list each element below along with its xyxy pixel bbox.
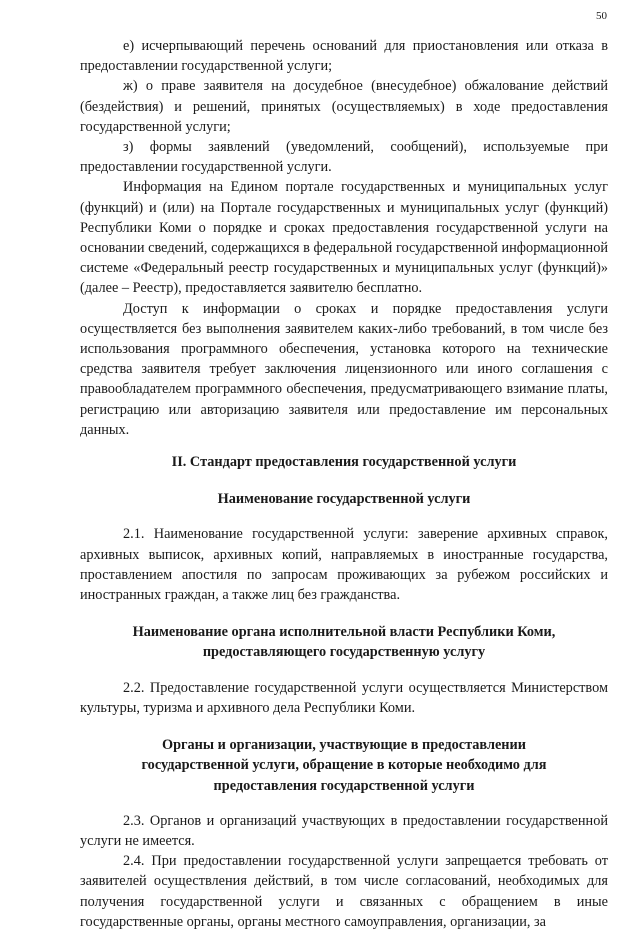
paragraph-2-1: 2.1. Наименование государственной услуги: заверение архивных справок, архивных выписок, архивных копий, направляемых в иностранные государства, проставлением апостиля по запросам проживающих за рубежом российских и иностранных граждан, а также лиц без гражданства. (80, 526, 608, 604)
heading-organs-line: предоставления государственной услуги (213, 777, 475, 794)
paragraph-access-info: Доступ к информации о сроках и порядке предоставления услуги осуществляется без выполнения заявителем каких-либо требований, в том числе без использования программного обеспечения, установка которого на технические средства заявителя требует заключения лицензионного или иного соглашения с правообладателем программного обеспечения, предусматривающего взимание платы, регистрацию или авторизацию заявителя или предоставление им персональных данных. (80, 300, 608, 438)
heading-authority (80, 622, 608, 662)
paragraph-portal-info: Информация на Едином портале государственных и муниципальных услуг (функций) и (или) на Портале государственных и муниципальных услуг (функций) Республики Коми о порядке и сроках предоставления государственной услуги на основании сведений, содержащихся в федеральной государственной информационной системе «Федеральный реестр государственных и муниципальных услуг (функций)» (далее – Реестр), предоставляется заявителю бесплатно. (80, 179, 608, 297)
paragraph-e: е) исчерпывающий перечень оснований для приостановления или отказа в предоставлении государственной услуги; (80, 38, 608, 75)
heading-organs-line: Органы и организации, участвующие в предоставлении (161, 737, 527, 754)
paragraph-2-3: 2.3. Органов и организаций участвующих в предоставлении государственной услуги не имеется. (80, 812, 608, 849)
paragraph-zh: ж) о праве заявителя на досудебное (внесудебное) обжалование действий (бездействия) и решений, принятых (осуществляемых) в ходе предоставления государственной услуги; (80, 78, 608, 135)
heading-authority-line: Наименование органа исполнительной власти Республики Коми, (132, 624, 556, 641)
section-title: II. Стандарт предоставления государственной услуги (171, 454, 517, 471)
heading-organs (80, 735, 608, 796)
heading-authority-line: предоставляющего государственную услугу (202, 644, 486, 661)
page-number: 50 (596, 10, 607, 22)
document-body (80, 36, 608, 932)
paragraph-2-2: 2.2. Предоставление государственной услуги осуществляется Министерством культуры, туризма и архивного дела Республики Коми. (80, 679, 608, 716)
heading-service-name: Наименование государственной услуги (217, 491, 471, 508)
heading-organs-line: государственной услуги, обращение в которые необходимо для (141, 757, 547, 774)
paragraph-z: з) формы заявлений (уведомлений, сообщений), используемые при предоставлении государственной услуги. (80, 139, 608, 176)
paragraph-2-4: 2.4. При предоставлении государственной услуги запрещается требовать от заявителей осуществления действий, в том числе согласований, необходимых для получения государственной услуги и связанных с обращением в иные государственные органы, органы местного самоуправления, организации, за (80, 853, 608, 930)
